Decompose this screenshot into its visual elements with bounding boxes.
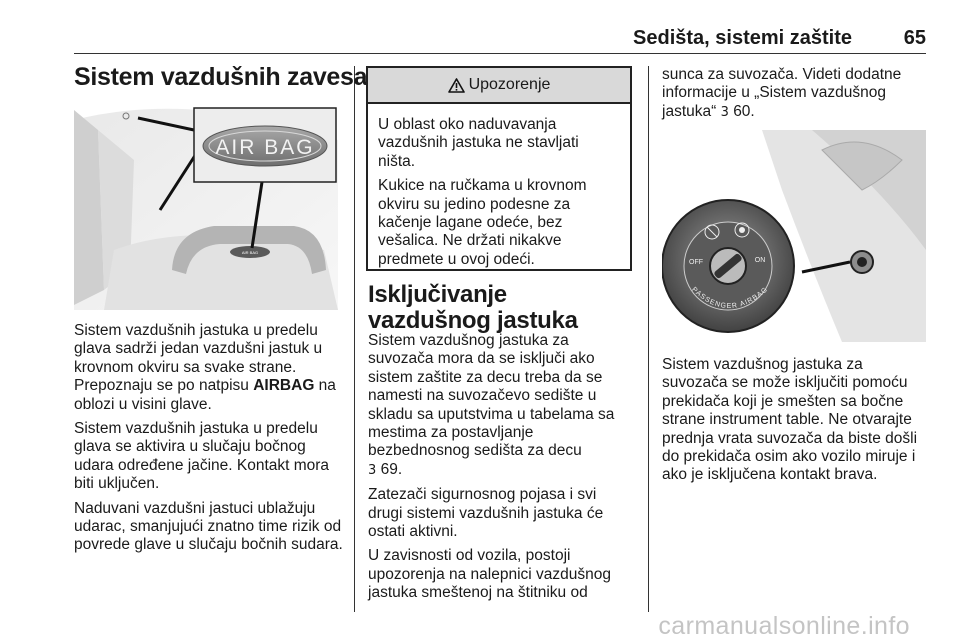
page-number: 65 [903,27,926,49]
page-reference-60[interactable]: 60. [733,102,755,120]
warning-title: Upozorenje [468,76,551,93]
warning-triangle-icon [448,78,465,93]
curtain-paragraph-2: Sistem vazdušnih jastuka u predelu glava se aktivira u slučaju bočnog udara određene jačine. Kontakt mora biti uključen. [74,420,330,493]
section-heading-airbag-deactivation: Isključivanje vazdušnog jastuka [368,281,578,334]
deactivation-paragraph-1: Sistem vazdušnog jastuka za suvozača mora da se isključi ako sistem zaštite za decu treba da se namesti na suvozačevo sedište u skladu sa uputstvima u tabelama sa mestima za postavljanje bezbednosnog sedišta za decu 3 69. [368,332,615,478]
airbag-keyword: AIRBAG [253,377,315,395]
right-column-bottom-text [662,356,926,491]
header-rule [74,53,926,54]
warning-box [366,66,632,271]
page-reference-69[interactable]: 69. [380,460,403,478]
deactivation-paragraph-3: U zavisnosti od vozila, postoji upozorenja na nalepnici vazdušnog jastuka smeštenoj na štitniku od [368,547,612,602]
page-reference-icon: 3 [720,104,729,120]
watermark: carmanualsonline.info [658,612,910,640]
section-heading-curtain-airbag: Sistem vazdušnih zavesa [74,63,368,91]
small-airbag-label: AIR BAG [241,250,259,255]
middle-column-text [368,332,630,609]
curtain-airbag-illustration [74,100,338,310]
continued-paragraph: sunca za suvozača. Videti dodatne informacije u „Sistem vazdušnog jastuka“ 3 60. [662,66,902,120]
column-divider-right [648,66,649,612]
airbag-badge-text: AIR BAG [215,136,315,159]
running-header-title: Sedišta, sistemi zaštite [633,27,852,49]
curtain-paragraph-3: Naduvani vazdušni jastuci ublažuju udarac, smanjujući znatno time rizik od povrede glave u slučaju bočnih sudara. [74,499,343,554]
page-reference-icon: 3 [368,462,377,478]
switch-on-label: ON [754,257,766,264]
passenger-airbag-switch-figure [662,130,926,342]
column-divider-left [354,66,355,612]
left-column-text [74,322,344,561]
warning-paragraph-2: Kukice na ručkama u krovnom okviru su jedino podesne za kačenje lagane odeće, bez vešalica. Ne držati nikakve predmete u ovoj odeći. [378,177,587,268]
curtain-airbag-figure [74,100,338,310]
deactivation-paragraph-2: Zatezači sigurnosnog pojasa i svi drugi sistemi vazdušnih jastuka će ostati aktivni. [368,486,604,541]
warning-paragraph-1: U oblast oko naduvavanja vazdušnih jastuka ne stavljati ništa. [378,116,579,170]
curtain-paragraph-1: Sistem vazdušnih jastuka u predelu glava sadrži jedan vazdušni jastuk u krovnom okviru sa svake strane. Prepoznaju se po natpisu AIRBAG na oblozi u visini glave. [74,322,336,413]
right-column-top-text [662,66,926,128]
switch-paragraph: Sistem vazdušnog jastuka za suvozača se može isključiti pomoću prekidača koji je smešten sa bočne strane instrument table. Ne otvarajte prednja vrata suvozača da biste došli do prekidača osim ako vozilo miruje i ako je isključena kontakt brava. [662,356,918,484]
switch-passenger-airbag-label: PASSENGER AIRBAG [690,285,770,311]
warning-body [368,104,630,269]
warning-header [368,68,630,104]
passenger-airbag-switch-illustration [662,130,926,342]
switch-off-label: OFF [689,259,703,266]
